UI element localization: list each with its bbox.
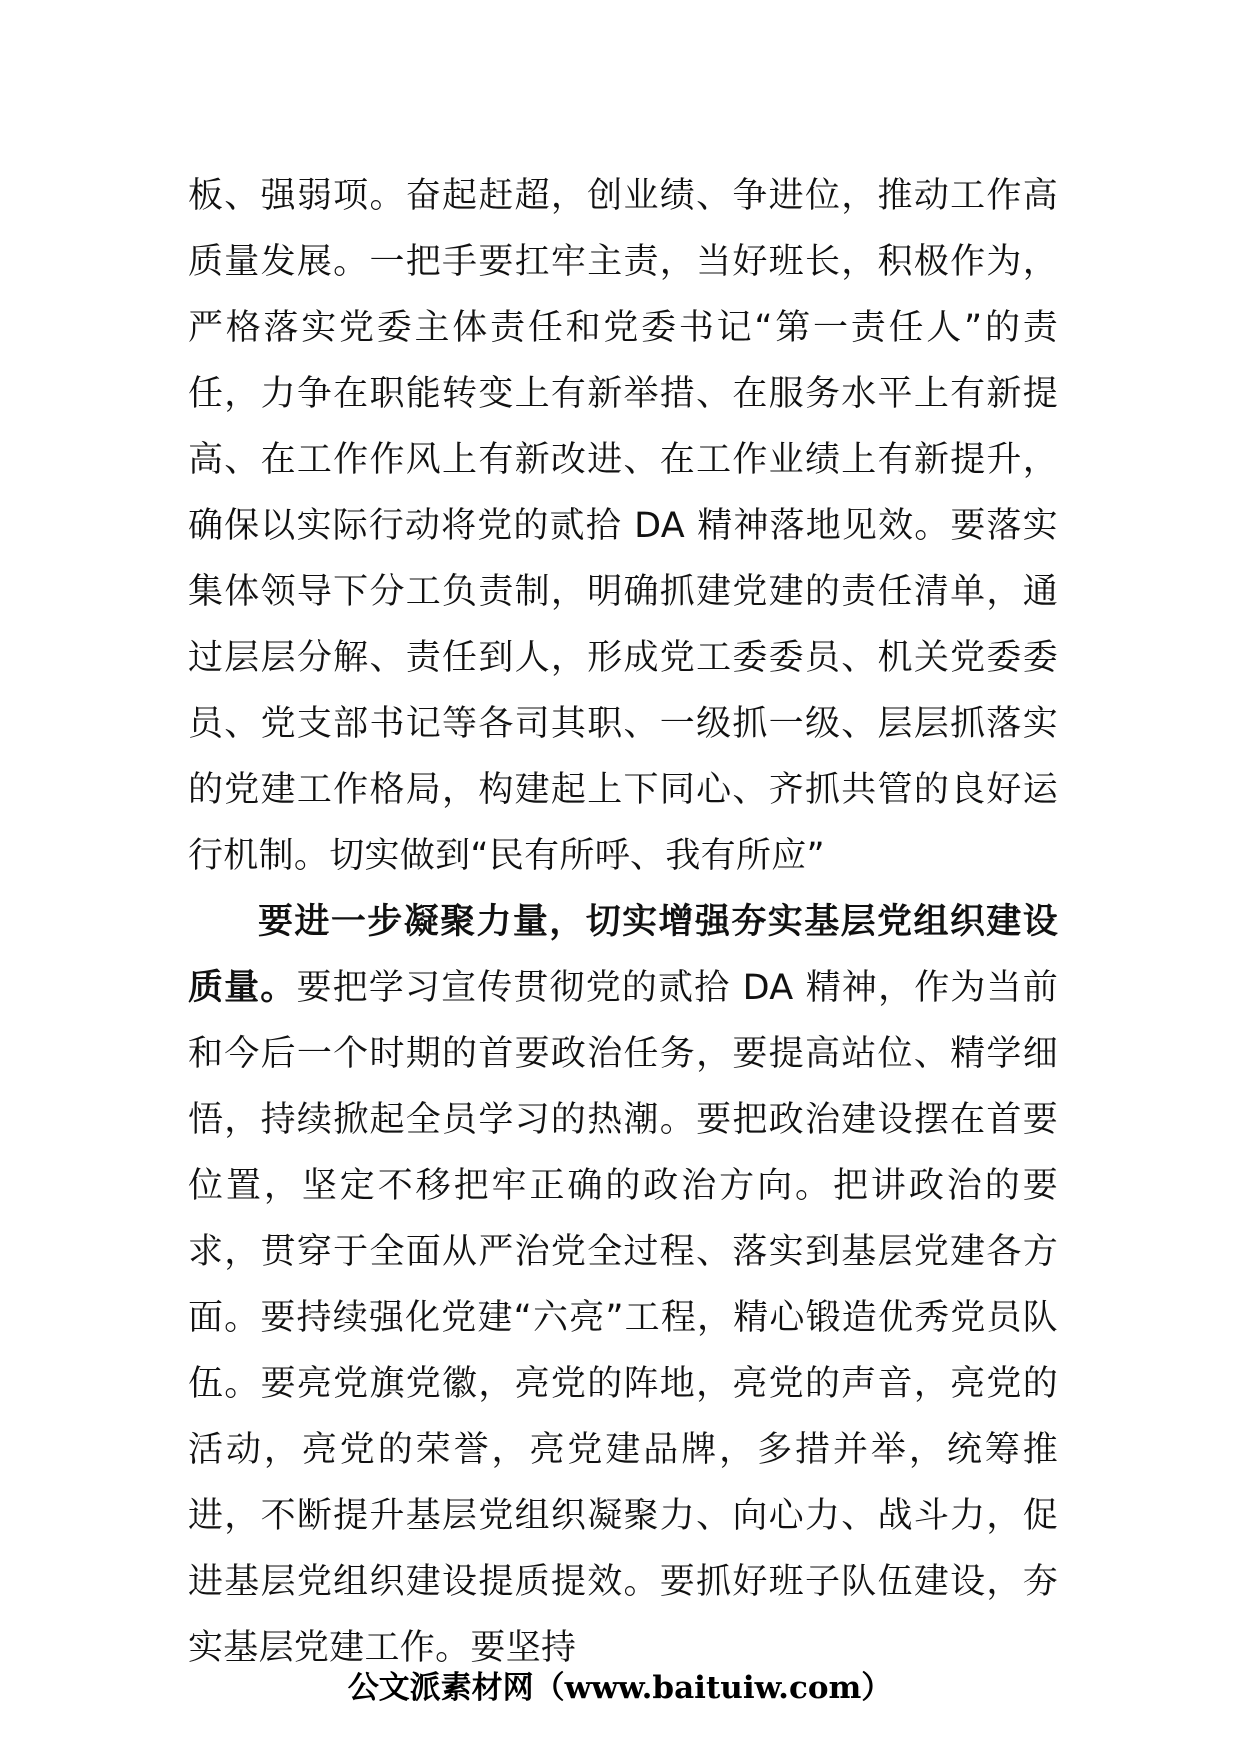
paragraph-continuation [188,163,1058,889]
paragraph-section [188,889,1058,1681]
paragraph-lead-sentence: 要进一步凝聚力量，切实增强夯实基层党组织建设质量。 [188,902,1058,1008]
paragraph-text: 板、强弱项。奋起赶超，创业绩、争进位，推动工作高质量发展。一把手要扛牢主责，当好班长，积极作为，严格落实党委主体责任和党委书记“第一责任人”的责任，力争在职能转变上有新举措、在服务水平上有新提高、在工作作风上有新改进、在工作业绩上有新提升，确保以实际行动将党的贰拾 DA 精神落地见效。要落实集体领导下分工负责制，明确抓建党建的责任清单，通过层层分解、责任到人，形成党工委委员、机关党委委员、党支部书记等各司其职、一级抓一级、层层抓落实的党建工作格局，构建起上下同心、齐抓共管的良好运行机制。切实做到“民有所呼、我有所应” [188,176,1058,876]
footer-watermark: 公文派素材网（www.baituiw.com） [347,1670,893,1706]
document-body [188,163,1058,1681]
paragraph-text: 要把学习宣传贯彻党的贰拾 DA 精神，作为当前和今后一个时期的首要政治任务，要提高站位、精学细悟，持续掀起全员学习的热潮。要把政治建设摆在首要位置，坚定不移把牢正确的政治方向。把讲政治的要求，贯穿于全面从严治党全过程、落实到基层党建各方面。要持续强化党建“六亮”工程，精心锻造优秀党员队伍。要亮党旗党徽，亮党的阵地，亮党的声音，亮党的活动，亮党的荣誉，亮党建品牌，多措并举，统筹推进，不断提升基层党组织凝聚力、向心力、战斗力，促进基层党组织建设提质提效。要抓好班子队伍建设，夯实基层党建工作。要坚持 [188,968,1058,1668]
